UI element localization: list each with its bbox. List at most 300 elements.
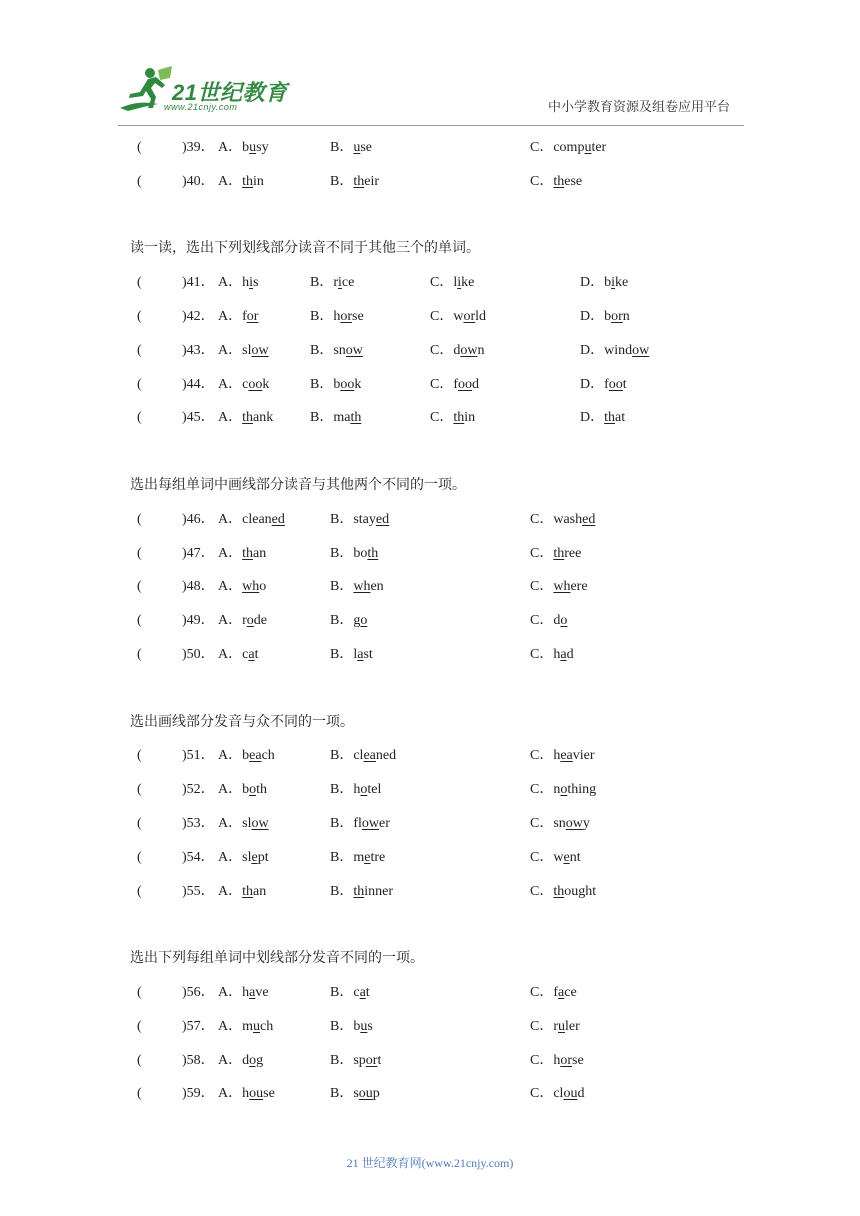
- question-number: )47．: [182, 545, 215, 561]
- option-letter: B．: [330, 1086, 354, 1102]
- option-letter: A．: [218, 815, 243, 831]
- option-letter: B．: [310, 376, 334, 392]
- option-d: [580, 368, 627, 402]
- word-suffix: nt: [569, 849, 581, 865]
- word-prefix: c: [242, 646, 249, 662]
- option-c: [530, 841, 581, 875]
- word-prefix: b: [604, 275, 612, 291]
- word-suffix: p: [372, 1086, 380, 1102]
- underlined-letters: e: [364, 849, 371, 865]
- option-b: [330, 638, 373, 672]
- underlined-letters: ed: [271, 511, 285, 527]
- option-letter: B．: [330, 849, 354, 865]
- word-prefix: sn: [553, 815, 566, 831]
- option-letter: A．: [218, 1018, 243, 1034]
- underlined-letters: u: [360, 1018, 368, 1034]
- word-prefix: r: [333, 275, 339, 291]
- answer-blank[interactable]: (: [137, 342, 142, 358]
- underlined-letters: o: [249, 782, 257, 798]
- word-prefix: l: [453, 275, 458, 291]
- word-prefix: b: [242, 140, 250, 155]
- option-c: [530, 976, 577, 1010]
- word-prefix: b: [242, 782, 250, 798]
- answer-blank[interactable]: (: [137, 815, 142, 831]
- word-prefix: d: [242, 1052, 250, 1068]
- option-b: [330, 1077, 380, 1111]
- underlined-letters: a: [359, 984, 366, 1000]
- option-b: [330, 1010, 373, 1044]
- question-row: [130, 1044, 750, 1078]
- question-row: [130, 807, 750, 841]
- underlined-letters: th: [242, 410, 254, 426]
- option-a: [218, 537, 266, 571]
- header-divider: [118, 125, 744, 126]
- question-number: )49．: [182, 613, 215, 629]
- underlined-letters: u: [353, 140, 361, 155]
- underlined-letters: ea: [560, 748, 573, 764]
- option-b: [330, 570, 384, 604]
- word-suffix: o: [259, 579, 267, 595]
- option-letter: B．: [330, 579, 354, 595]
- underlined-letters: or: [463, 308, 476, 324]
- option-b: [330, 131, 372, 165]
- word-prefix: d: [453, 342, 461, 358]
- word-suffix: s: [253, 275, 259, 291]
- underlined-letters: th: [604, 410, 616, 426]
- word-prefix: comp: [553, 140, 585, 155]
- platform-title: 中小学教育资源及组卷应用平台: [547, 100, 730, 115]
- option-b: [330, 537, 378, 571]
- question-number: )42．: [182, 308, 215, 324]
- word-suffix: t: [365, 984, 370, 1000]
- option-a: [218, 1044, 263, 1078]
- underlined-letters: i: [338, 275, 342, 291]
- word-prefix: s: [353, 1086, 359, 1102]
- word-suffix: vier: [572, 748, 595, 764]
- option-a: [218, 875, 266, 909]
- underlined-letters: th: [553, 545, 565, 561]
- underlined-letters: ow: [251, 815, 269, 831]
- option-letter: C．: [530, 511, 554, 527]
- option-letter: A．: [218, 613, 243, 629]
- section-spacer: [130, 672, 750, 706]
- option-letter: B．: [330, 613, 354, 629]
- logo: [118, 64, 298, 116]
- option-c: [530, 131, 606, 165]
- option-letter: A．: [218, 410, 243, 426]
- question-row: [130, 1010, 750, 1044]
- option-letter: B．: [330, 748, 354, 764]
- option-letter: A．: [218, 511, 243, 527]
- option-letter: C．: [530, 883, 554, 899]
- word-suffix: de: [253, 613, 268, 629]
- word-suffix: ree: [564, 545, 582, 561]
- option-letter: C．: [430, 275, 454, 291]
- word-suffix: ler: [565, 1018, 580, 1034]
- underlined-letters: o: [246, 613, 254, 629]
- question-number: )46．: [182, 511, 215, 527]
- underlined-letters: ou: [563, 1086, 578, 1102]
- word-prefix: r: [553, 1018, 559, 1034]
- word-prefix: bo: [353, 545, 368, 561]
- question-number: )40．: [182, 173, 215, 189]
- word-suffix: pt: [257, 849, 269, 865]
- word-prefix: h: [242, 275, 250, 291]
- question-number: )45．: [182, 410, 215, 426]
- option-b: [310, 334, 363, 368]
- section-instruction: 选出下列每组单词中划线部分发音不同的一项。: [130, 950, 424, 967]
- underlined-letters: th: [350, 410, 362, 426]
- underlined-letters: ow: [565, 815, 583, 831]
- word-suffix: an: [253, 545, 267, 561]
- answer-blank[interactable]: (: [137, 545, 142, 561]
- word-prefix: wash: [553, 511, 583, 527]
- option-letter: C．: [530, 984, 554, 1000]
- option-b: [310, 266, 354, 300]
- option-letter: C．: [430, 410, 454, 426]
- option-letter: A．: [218, 984, 243, 1000]
- option-letter: C．: [430, 342, 454, 358]
- word-suffix: se: [263, 1086, 275, 1102]
- word-prefix: m: [242, 1018, 254, 1034]
- option-a: [218, 165, 264, 199]
- option-letter: B．: [310, 410, 334, 426]
- option-a: [218, 300, 258, 334]
- option-letter: A．: [218, 883, 243, 899]
- word-suffix: en: [370, 579, 384, 595]
- option-letter: B．: [330, 782, 354, 798]
- word-prefix: b: [353, 1018, 361, 1034]
- word-suffix: k: [354, 376, 362, 392]
- question-row: [130, 773, 750, 807]
- section-instruction: 选出每组单词中画线部分读音与其他两个不同的一项。: [130, 476, 466, 493]
- option-b: [330, 773, 381, 807]
- answer-blank[interactable]: (: [137, 849, 142, 865]
- option-c: [530, 1077, 584, 1111]
- word-suffix: ke: [461, 275, 475, 291]
- word-suffix: ce: [341, 275, 355, 291]
- question-number: )44．: [182, 376, 215, 392]
- exercise-content: [130, 131, 750, 1111]
- word-suffix: ld: [475, 308, 487, 324]
- option-letter: A．: [218, 579, 243, 595]
- option-b: [330, 841, 385, 875]
- word-prefix: sl: [242, 849, 252, 865]
- option-a: [218, 266, 258, 300]
- underlined-letters: i: [249, 275, 254, 291]
- option-letter: B．: [330, 815, 354, 831]
- option-letter: C．: [530, 748, 554, 764]
- option-letter: B．: [330, 511, 354, 527]
- question-row: [130, 266, 750, 300]
- section-spacer: [130, 435, 750, 469]
- option-letter: B．: [330, 646, 354, 662]
- option-letter: B．: [330, 140, 354, 155]
- underlined-letters: ow: [460, 342, 478, 358]
- underlined-letters: or: [560, 1052, 573, 1068]
- option-c: [430, 334, 484, 368]
- question-row: [130, 875, 750, 909]
- page-header: [0, 0, 860, 130]
- question-number: )55．: [182, 883, 215, 899]
- logo-text: 21世纪教育: [172, 80, 288, 105]
- option-letter: C．: [530, 1052, 554, 1068]
- underlined-letters: oo: [458, 376, 473, 392]
- option-letter: C．: [530, 173, 554, 189]
- option-letter: C．: [530, 815, 554, 831]
- word-suffix: ve: [255, 984, 269, 1000]
- option-letter: D．: [580, 342, 605, 358]
- option-letter: A．: [218, 849, 243, 865]
- word-prefix: c: [242, 376, 249, 392]
- option-letter: A．: [218, 545, 243, 561]
- option-c: [430, 266, 474, 300]
- answer-blank[interactable]: (: [137, 275, 142, 291]
- option-c: [530, 875, 596, 909]
- option-d: [580, 300, 630, 334]
- underlined-letters: th: [553, 883, 565, 899]
- underlined-letters: or: [365, 1052, 378, 1068]
- question-number: )43．: [182, 342, 215, 358]
- option-a: [218, 739, 275, 773]
- option-letter: A．: [218, 782, 243, 798]
- underlined-letters: ow: [345, 342, 363, 358]
- option-letter: D．: [580, 308, 605, 324]
- question-row: [130, 503, 750, 537]
- underlined-letters: wh: [242, 579, 260, 595]
- question-row: [130, 401, 750, 435]
- word-suffix: se: [572, 1052, 584, 1068]
- word-prefix: f: [604, 376, 609, 392]
- question-number: )51．: [182, 748, 215, 764]
- question-number: )41．: [182, 275, 215, 291]
- underlined-letters: o: [360, 782, 368, 798]
- question-number: )39．: [182, 140, 215, 155]
- answer-blank[interactable]: (: [137, 748, 142, 764]
- word-suffix: se: [352, 308, 364, 324]
- option-b: [330, 807, 390, 841]
- option-c: [530, 604, 567, 638]
- answer-blank[interactable]: (: [137, 883, 142, 899]
- option-letter: A．: [218, 308, 243, 324]
- word-suffix: d: [577, 1086, 585, 1102]
- option-b: [330, 1044, 381, 1078]
- underlined-letters: th: [353, 883, 365, 899]
- underlined-letters: ow: [632, 342, 650, 358]
- option-c: [530, 503, 595, 537]
- option-letter: A．: [218, 748, 243, 764]
- word-suffix: n: [622, 308, 630, 324]
- answer-blank[interactable]: (: [137, 1052, 142, 1068]
- word-prefix: m: [353, 849, 365, 865]
- underlined-letters: oo: [608, 376, 623, 392]
- option-letter: B．: [330, 1052, 354, 1068]
- word-suffix: s: [367, 1018, 373, 1034]
- answer-blank[interactable]: (: [137, 613, 142, 629]
- underlined-letters: th: [353, 173, 365, 189]
- underlined-letters: e: [251, 849, 258, 865]
- word-suffix: tre: [370, 849, 386, 865]
- question-row: [130, 1077, 750, 1111]
- option-b: [310, 401, 361, 435]
- option-letter: D．: [580, 376, 605, 392]
- question-section: [130, 435, 750, 672]
- answer-blank[interactable]: (: [137, 376, 142, 392]
- word-prefix: c: [353, 984, 360, 1000]
- underlined-letters: u: [249, 140, 257, 155]
- page-footer: 21 世纪教育网(www.21cnjy.com): [346, 1156, 514, 1170]
- word-suffix: t: [254, 646, 259, 662]
- option-letter: C．: [530, 140, 554, 155]
- underlined-letters: a: [558, 984, 565, 1000]
- word-suffix: ter: [591, 140, 607, 155]
- option-letter: D．: [580, 275, 605, 291]
- section-spacer: [130, 199, 750, 233]
- underlined-letters: ow: [361, 815, 380, 831]
- underlined-letters: u: [253, 1018, 261, 1034]
- word-suffix: inner: [364, 883, 393, 899]
- question-number: )58．: [182, 1052, 215, 1068]
- answer-blank[interactable]: (: [137, 984, 142, 1000]
- option-c: [430, 401, 475, 435]
- underlined-letters: a: [357, 646, 364, 662]
- answer-blank[interactable]: (: [137, 782, 142, 798]
- option-c: [530, 570, 588, 604]
- answer-blank[interactable]: (: [137, 579, 142, 595]
- option-letter: C．: [530, 782, 554, 798]
- answer-blank[interactable]: (: [137, 646, 142, 662]
- option-b: [330, 165, 379, 199]
- question-number: )57．: [182, 1018, 215, 1034]
- option-letter: C．: [530, 545, 554, 561]
- option-letter: A．: [218, 646, 243, 662]
- underlined-letters: o: [560, 613, 568, 629]
- option-c: [530, 739, 595, 773]
- word-suffix: thing: [567, 782, 597, 798]
- word-suffix: t: [377, 1052, 382, 1068]
- answer-blank[interactable]: (: [137, 511, 142, 527]
- question-row: [130, 165, 750, 199]
- logo-url: www.21cnjy.com: [164, 102, 238, 112]
- word-suffix: an: [253, 883, 267, 899]
- underlined-letters: or: [246, 308, 259, 324]
- underlined-letters: o: [560, 782, 568, 798]
- option-a: [218, 1010, 273, 1044]
- word-prefix: n: [553, 782, 561, 798]
- option-letter: A．: [218, 140, 243, 155]
- underlined-letters: or: [340, 308, 353, 324]
- option-letter: C．: [430, 308, 454, 324]
- underlined-letters: ed: [375, 511, 390, 527]
- word-prefix: w: [453, 308, 464, 324]
- word-suffix: th: [256, 782, 268, 798]
- word-prefix: sl: [242, 815, 252, 831]
- underlined-letters: ow: [251, 342, 269, 358]
- word-prefix: clean: [242, 511, 272, 527]
- answer-blank[interactable]: (: [137, 140, 142, 155]
- word-suffix: ke: [615, 275, 629, 291]
- word-prefix: b: [604, 308, 612, 324]
- option-letter: A．: [218, 1052, 243, 1068]
- word-suffix: d: [472, 376, 480, 392]
- option-letter: C．: [530, 849, 554, 865]
- question-row: [130, 841, 750, 875]
- option-a: [218, 570, 266, 604]
- word-prefix: h: [242, 984, 250, 1000]
- option-c: [530, 638, 574, 672]
- question-row: [130, 368, 750, 402]
- option-c: [430, 300, 486, 334]
- option-letter: B．: [310, 342, 334, 358]
- option-letter: C．: [530, 579, 554, 595]
- word-suffix: ank: [253, 410, 274, 426]
- question-number: )54．: [182, 849, 215, 865]
- word-prefix: h: [242, 1086, 250, 1102]
- question-row: [130, 976, 750, 1010]
- option-b: [330, 503, 389, 537]
- option-letter: B．: [310, 308, 334, 324]
- section-spacer: [130, 908, 750, 942]
- option-d: [580, 266, 628, 300]
- answer-blank[interactable]: (: [137, 1018, 142, 1034]
- question-row: [130, 300, 750, 334]
- word-prefix: fl: [353, 815, 362, 831]
- question-number: )48．: [182, 579, 215, 595]
- question-number: )56．: [182, 984, 215, 1000]
- answer-blank[interactable]: (: [137, 410, 142, 426]
- question-row: [130, 131, 750, 165]
- answer-blank[interactable]: (: [137, 1086, 142, 1102]
- question-section: [130, 672, 750, 909]
- underlined-letters: th: [242, 545, 254, 561]
- option-letter: B．: [330, 883, 354, 899]
- question-section: [130, 908, 750, 1111]
- option-letter: D．: [580, 410, 605, 426]
- option-a: [218, 503, 285, 537]
- option-a: [218, 368, 269, 402]
- option-a: [218, 604, 267, 638]
- answer-blank[interactable]: (: [137, 173, 142, 189]
- option-a: [218, 773, 267, 807]
- word-suffix: n: [477, 342, 485, 358]
- underlined-letters: or: [611, 308, 623, 324]
- underlined-letters: u: [558, 1018, 566, 1034]
- word-suffix: in: [464, 410, 476, 426]
- option-a: [218, 976, 269, 1010]
- question-row: [130, 604, 750, 638]
- word-suffix: y: [582, 815, 590, 831]
- word-suffix: ere: [570, 579, 588, 595]
- answer-blank[interactable]: (: [137, 308, 142, 324]
- option-c: [530, 537, 581, 571]
- word-prefix: w: [553, 849, 564, 865]
- word-prefix: f: [242, 308, 247, 324]
- word-suffix: ch: [261, 748, 275, 764]
- option-b: [330, 976, 370, 1010]
- word-prefix: r: [242, 613, 247, 629]
- word-suffix: se: [360, 140, 373, 155]
- word-suffix: ned: [375, 748, 397, 764]
- word-prefix: h: [553, 646, 561, 662]
- option-letter: B．: [330, 173, 354, 189]
- word-prefix: h: [333, 308, 341, 324]
- word-suffix: sy: [256, 140, 269, 155]
- word-prefix: l: [353, 646, 358, 662]
- question-row: [130, 537, 750, 571]
- word-suffix: ought: [564, 883, 597, 899]
- option-d: [580, 334, 649, 368]
- word-prefix: stay: [353, 511, 376, 527]
